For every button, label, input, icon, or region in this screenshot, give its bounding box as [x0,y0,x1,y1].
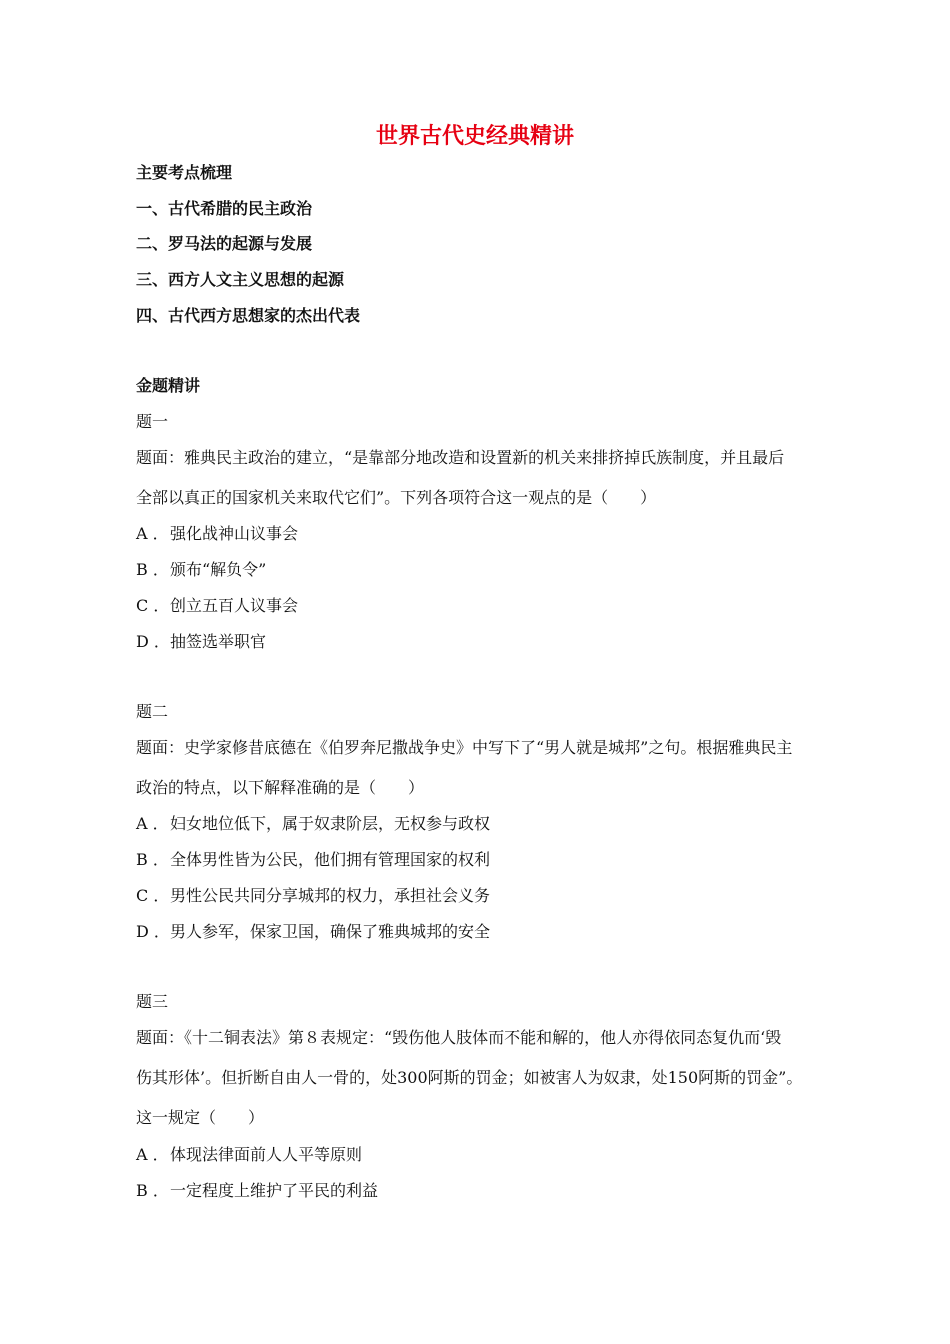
question-3-option-a [136,1143,362,1167]
option-text: 妇女地位低下，属于奴隶阶层，无权参与政权 [170,814,491,833]
question-1-stem-line-1: 题面：雅典民主政治的建立，“是靠部分地改造和设置新的机关来排挤掉氏族制度，并且最后 [136,448,785,467]
outline-item-3: 三、西方人文主义思想的起源 [136,270,345,289]
document-title: 世界古代史经典精讲 [375,124,574,149]
option-text: 一定程度上维护了平民的利益 [170,1181,379,1200]
option-text: 创立五百人议事会 [170,596,299,615]
option-text: 男性公民共同分享城邦的权力，承担社会义务 [170,886,491,905]
outline-item-2: 二、罗马法的起源与发展 [136,234,313,253]
option-text: 体现法律面前人人平等原则 [170,1145,363,1164]
option-text: 男人参军，保家卫国，确保了雅典城邦的安全 [170,922,491,941]
option-letter: A ． [136,524,169,543]
option-letter: B ． [136,850,169,869]
question-3-option-b [136,1179,378,1203]
question-1-option-a [136,522,298,546]
question-3-stem-line-3: 这一规定（ ） [136,1108,265,1127]
outline-heading: 主要考点梳理 [136,163,233,182]
option-letter: C ． [136,596,170,615]
question-2-option-b [136,848,490,872]
question-1-option-d [136,630,266,654]
question-1-option-b [136,558,266,582]
question-1-option-c [136,594,298,618]
question-2-option-c [136,884,490,908]
section-heading: 金题精讲 [136,376,201,395]
option-letter: D ． [136,922,170,941]
option-letter: B ． [136,1181,169,1200]
option-letter: A ． [136,814,169,833]
option-letter: A ． [136,1145,169,1164]
outline-item-4: 四、古代西方思想家的杰出代表 [136,306,361,325]
question-2-label: 题二 [136,702,169,721]
option-text: 强化战神山议事会 [170,524,299,543]
question-3-stem-line-2: 伤其形体’。但折断自由人一骨的，处300阿斯的罚金；如被害人为奴隶，处150阿斯的罚金”。 [136,1068,803,1087]
option-text: 颁布“解负令” [170,560,267,579]
option-text: 全体男性皆为公民，他们拥有管理国家的权利 [170,850,491,869]
question-1-label: 题一 [136,412,169,431]
outline-item-1: 一、古代希腊的民主政治 [136,199,313,218]
question-3-stem-line-1: 题面：《十二铜表法》第８表规定：“毁伤他人肢体而不能和解的，他人亦得依同态复仇而‘毁 [136,1028,782,1047]
question-2-stem-line-1: 题面：史学家修昔底德在《伯罗奔尼撒战争史》中写下了“男人就是城邦”之句。根据雅典民主 [136,738,793,757]
question-1-stem-line-2: 全部以真正的国家机关来取代它们”。下列各项符合这一观点的是（ ） [136,488,657,507]
question-2-stem-line-2: 政治的特点，以下解释准确的是（ ） [136,778,425,797]
question-3-label: 题三 [136,992,169,1011]
option-letter: B ． [136,560,169,579]
option-letter: C ． [136,886,170,905]
question-2-option-d [136,920,490,944]
option-letter: D ． [136,632,170,651]
option-text: 抽签选举职官 [170,632,267,651]
question-2-option-a [136,812,490,836]
